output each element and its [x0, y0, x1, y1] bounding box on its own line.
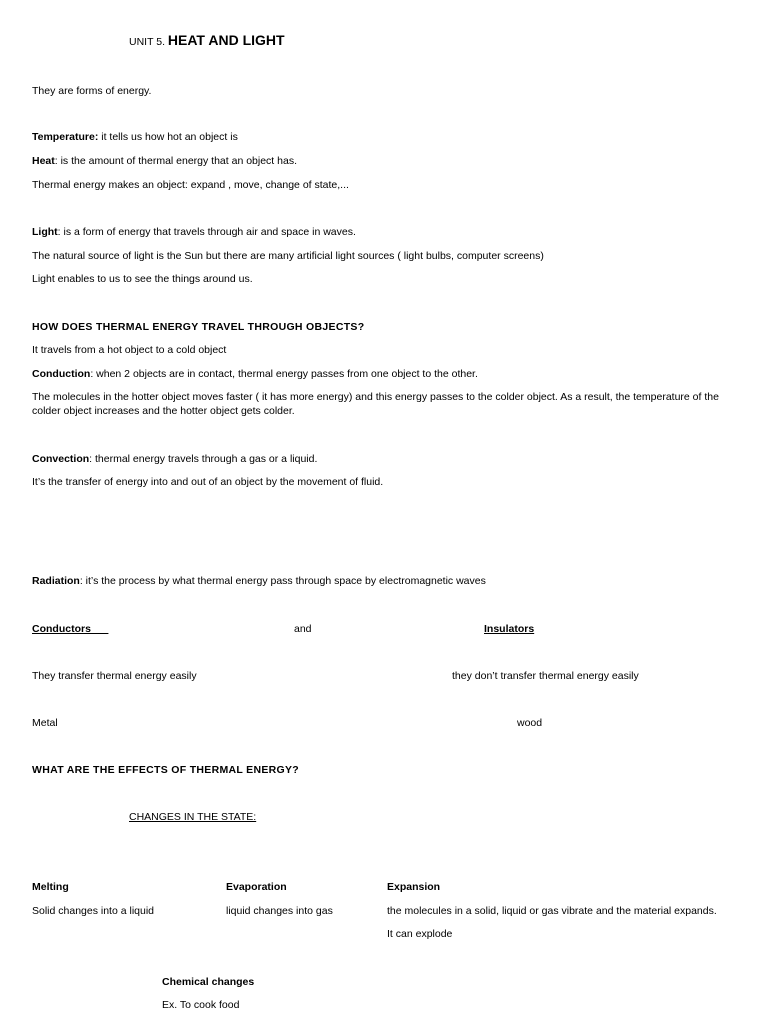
conduction-detail-text: The molecules in the hotter object moves faster ( it has more energy) and this energy passes to the colder object. As a result, the temperature of the colder object increases and the hotter object gets colder.: [32, 391, 719, 417]
radiation-term: Radiation: [32, 575, 80, 587]
thermal-effects-text: Thermal energy makes an object: expand , move, change of state,...: [32, 179, 349, 191]
melting-term: Melting: [32, 881, 69, 893]
light-definition: [32, 225, 356, 239]
light-term: Light: [32, 226, 58, 238]
conductors-description: They transfer thermal energy easily: [32, 670, 197, 682]
effects-heading: WHAT ARE THE EFFECTS OF THERMAL ENERGY?: [32, 764, 300, 776]
insulators-description: they don’t transfer thermal energy easily: [452, 670, 639, 682]
convection-detail-text: It’s the transfer of energy into and out of an object by the movement of fluid.: [32, 476, 384, 488]
heat-text: : is the amount of thermal energy that an object has.: [54, 155, 297, 167]
temperature-text: it tells us how hot an object is: [98, 131, 238, 143]
page-title: [129, 33, 285, 49]
chemical-changes-example: Ex. To cook food: [162, 999, 240, 1011]
evaporation-term: Evaporation: [226, 881, 287, 893]
chemical-changes-term: Chemical changes: [162, 976, 255, 988]
evaporation-description: liquid changes into gas: [226, 905, 333, 917]
radiation-text: : it’s the process by what thermal energy pass through space by electromagnetic waves: [79, 575, 486, 587]
convection-term: Convection: [32, 453, 90, 465]
heat-term: Heat: [32, 155, 55, 167]
convection-definition: [32, 452, 317, 466]
expansion-description-2: It can explode: [387, 928, 453, 940]
conduction-text: : when 2 objects are in contact, thermal energy passes from one object to the other.: [90, 368, 478, 380]
radiation-definition: [32, 574, 486, 588]
insulator-example: wood: [517, 717, 543, 729]
conductor-example: Metal: [32, 717, 58, 729]
conductors-label: Conductors: [32, 623, 109, 635]
light-enables-text: Light enables to us to see the things around us.: [32, 273, 253, 285]
melting-description: Solid changes into a liquid: [32, 905, 155, 917]
and-label: and: [294, 623, 312, 635]
heat-definition: [32, 154, 297, 168]
intro-text: They are forms of energy.: [32, 85, 152, 97]
expansion-term: Expansion: [387, 881, 441, 893]
light-text: : is a form of energy that travels through air and space in waves.: [57, 226, 356, 238]
changes-state-subheading: CHANGES IN THE STATE:: [129, 811, 257, 823]
expansion-description: the molecules in a solid, liquid or gas vibrate and the material expands.: [387, 905, 717, 917]
unit-title: HEAT AND LIGHT: [167, 32, 285, 48]
travel-intro-text: It travels from a hot object to a cold object: [32, 344, 227, 356]
convection-text: : thermal energy travels through a gas or a liquid.: [89, 453, 318, 465]
light-sources-text: The natural source of light is the Sun but there are many artificial light sources ( light bulbs, computer screens): [32, 250, 544, 262]
unit-label: UNIT 5.: [129, 36, 168, 48]
temperature-definition: [32, 130, 238, 144]
insulators-label: Insulators: [484, 623, 535, 635]
conduction-definition: [32, 367, 478, 381]
travel-heading: HOW DOES THERMAL ENERGY TRAVEL THROUGH OBJECTS?: [32, 321, 365, 333]
conduction-term: Conduction: [32, 368, 91, 380]
temperature-term: Temperature:: [32, 131, 99, 143]
